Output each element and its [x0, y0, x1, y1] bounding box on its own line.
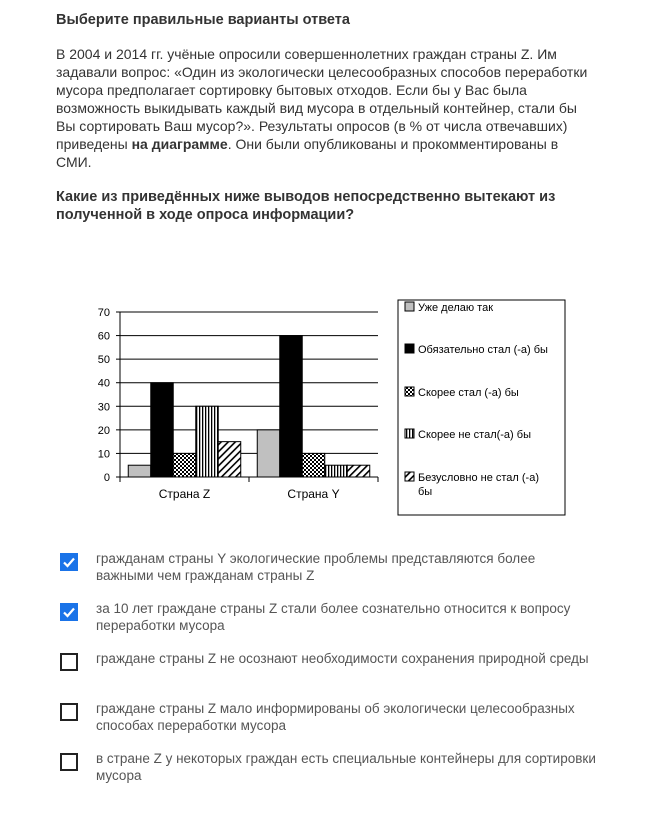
- option-2[interactable]: [60, 600, 620, 640]
- y-tick-label: 60: [97, 330, 110, 343]
- bar-chart-svg: [70, 295, 570, 525]
- checkmark-icon: [62, 555, 76, 569]
- option-1-label: гражданам страны Y экологические проблемы представляются более важными чем гражданам страны Z: [96, 551, 536, 583]
- legend-swatch-2: [405, 344, 414, 353]
- x-category-label: Страна Z: [158, 487, 211, 501]
- bar-1-2: [151, 383, 174, 477]
- y-tick-label: 10: [97, 448, 110, 461]
- option-4-checkbox[interactable]: [60, 703, 78, 721]
- option-5-checkbox[interactable]: [60, 753, 78, 771]
- bar-1-4: [196, 406, 219, 477]
- intro-part2: . Они были опубликованы и прокомментированы в СМИ.: [56, 136, 559, 170]
- bar-2-1: [257, 430, 280, 477]
- option-2-checkbox[interactable]: [60, 603, 78, 621]
- legend-label-4: Скорее не стал(-а) бы: [418, 429, 531, 441]
- legend-swatch-5: [405, 472, 414, 481]
- bar-1-5: [218, 442, 241, 477]
- legend-label-5: Безусловно не стал (-а) бы: [418, 472, 540, 498]
- question-text: Какие из приведённых ниже выводов непосредственно вытекают из полученной в ходе опроса информации?: [56, 189, 556, 223]
- legend-swatch-1: [405, 302, 414, 311]
- survey-chart: [70, 295, 570, 525]
- option-3-checkbox[interactable]: [60, 653, 78, 671]
- option-4-label: граждане страны Z мало информированы об экологически целесообразных способах переработки мусора: [96, 701, 575, 733]
- y-tick-label: 0: [103, 472, 110, 484]
- bar-2-3: [302, 453, 325, 477]
- option-4[interactable]: [60, 700, 620, 740]
- legend-swatch-3: [405, 387, 414, 396]
- bar-1-1: [128, 465, 151, 477]
- y-tick-label: 20: [97, 424, 110, 437]
- bar-2-5: [347, 465, 370, 477]
- y-tick-label: 70: [97, 307, 110, 319]
- legend-label-3: Скорее стал (-а) бы: [418, 387, 519, 399]
- option-1-checkbox[interactable]: [60, 553, 78, 571]
- bar-1-3: [173, 453, 196, 477]
- y-tick-label: 50: [97, 354, 110, 367]
- option-3[interactable]: [60, 650, 620, 690]
- option-5-label: в стране Z у некоторых граждан есть специальные контейнеры для сортировки мусора: [96, 751, 596, 783]
- checkmark-icon: [62, 605, 76, 619]
- x-category-label: Страна Y: [287, 487, 340, 501]
- y-tick-label: 40: [97, 377, 110, 390]
- intro-bold: на диаграмме: [131, 136, 228, 152]
- task-heading: Выберите правильные варианты ответа: [56, 12, 350, 28]
- legend-label-2: Обязательно стал (-а) бы: [418, 344, 548, 356]
- option-1[interactable]: [60, 550, 620, 590]
- y-tick-label: 30: [97, 401, 110, 414]
- legend-swatch-4: [405, 429, 414, 438]
- intro-part1: В 2004 и 2014 гг. учёные опросили совершеннолетних граждан страны Z. Им задавали вопрос: «Один из экологически целесообразных способов переработки мусора предполагает сортировку бытовых отходов. Если бы у Вас была возможность выкидывать каждый вид мусора в отдельный контейнер, стали бы Вы сортировать Ваш мусор?». Результаты опросов (в % от числа отвечавших) приведены: [56, 46, 588, 152]
- option-2-label: за 10 лет граждане страны Z стали более сознательно относится к вопросу переработки мусора: [96, 601, 571, 633]
- bar-2-4: [325, 465, 348, 477]
- option-5[interactable]: [60, 750, 620, 790]
- bar-2-2: [280, 336, 303, 477]
- intro-text: [56, 45, 596, 171]
- legend-label-1: Уже делаю так: [418, 302, 494, 314]
- option-3-label: граждане страны Z не осознают необходимости сохранения природной среды: [96, 651, 589, 666]
